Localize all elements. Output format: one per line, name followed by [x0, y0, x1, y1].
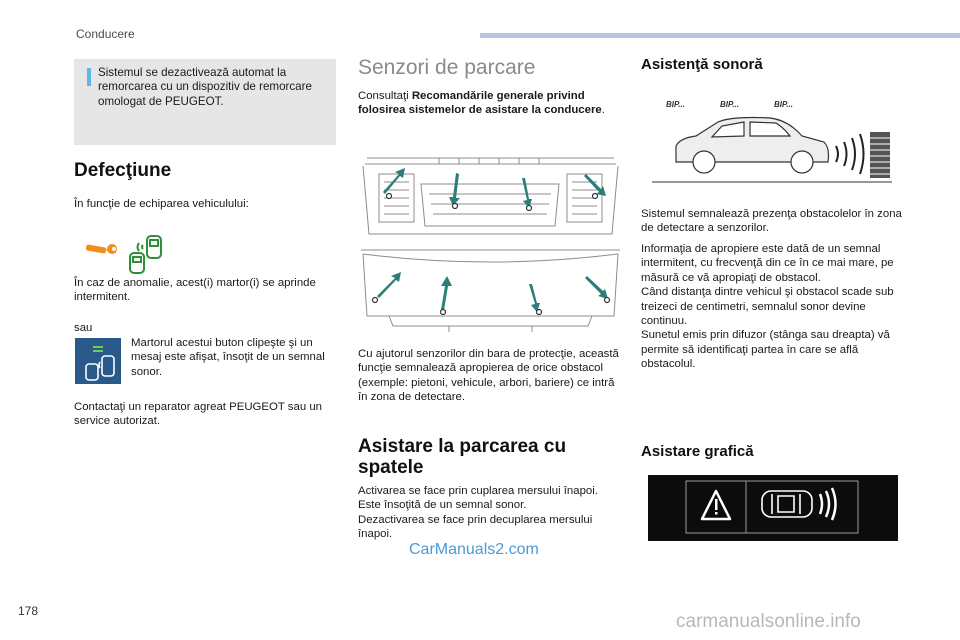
note-text: Sistemul se dezactivează automat la remorcarea cu un dispozitiv de remorcare omologat de PEUGEOT.	[98, 66, 312, 108]
header-accent-bar	[480, 33, 960, 38]
senzori-description: Cu ajutorul senzorilor din bara de protecţie, această funcţie semnalează apropierea de orice obstacol (exemple: pietoni, vehicule, arbori, bariere) ce intră în zona de detectare.	[358, 348, 619, 404]
watermark-carmanualsonline[interactable]: carmanualsonline.info	[676, 611, 861, 632]
bip-label: BIP...	[774, 100, 793, 109]
page-number: 178	[18, 604, 39, 618]
consult-prefix: Consultaţi	[358, 90, 412, 102]
sound-assist-illustration	[652, 96, 900, 190]
consult-link-text: Recomandările generale privind folosirea sistemelor de asistare la conducere	[358, 90, 602, 117]
car-top-view-icon	[762, 491, 812, 517]
asistare-spate-p2: Este însoţită de un semnal sonor.	[358, 499, 527, 512]
senzori-consult	[358, 89, 618, 118]
anomaly-text: În caz de anomalie, acest(i) martor(i) se aprinde intermitent.	[74, 277, 316, 304]
asistare-spate-text	[358, 484, 622, 542]
parking-sensors-illustration	[359, 154, 622, 334]
park-sensor-button-icon	[75, 338, 121, 384]
sonora-p2: Informaţia de apropiere este dată de un semnal intermitent, cu frecvenţă din ce în ce mai mare, pe măsură ce vă apropiaţi de obstacol.	[641, 243, 894, 284]
asistare-spate-p1: Activarea se face prin cuplarea mersului înapoi.	[358, 485, 598, 497]
defectiune-intro: În funcţie de echiparea vehiculului:	[74, 198, 249, 210]
sonora-details	[641, 242, 905, 372]
asistare-grafica-heading: Asistare grafică	[641, 443, 754, 460]
wrench-icon	[86, 244, 117, 254]
asistenta-sonora-heading: Asistenţă sonoră	[641, 56, 763, 73]
asistare-spate-p3: Dezactivarea se face prin decuplarea mersului înapoi.	[358, 513, 593, 541]
consult-suffix: .	[601, 104, 605, 117]
graphic-assist-screen	[648, 475, 898, 541]
asistare-spate-heading: Asistare la parcarea cu spatele	[358, 436, 567, 478]
or-text: sau	[74, 322, 93, 334]
bip-label: BIP...	[720, 100, 739, 109]
sonora-p3: Când distanţa dintre vehicul şi obstacol scade sub treizeci de centimetri, semnalul sonor devine continuu.	[641, 286, 894, 328]
park-sensor-button-tile	[75, 338, 121, 384]
graphic-assist-display	[648, 475, 898, 541]
sonora-p4: Sunetul emis prin difuzor (stânga sau dreapta) vă permite să identificaţi partea în care se află obstacolul.	[641, 329, 890, 371]
senzori-heading: Senzori de parcare	[358, 56, 536, 79]
brick-wall-drawing	[870, 132, 890, 178]
contact-text: Contactaţi un reparator agreat PEUGEOT sau un service autorizat.	[74, 401, 322, 428]
fault-warning-icons	[86, 233, 164, 275]
button-text: Martorul acestui buton clipeşte şi un mesaj este afişat, însoţit de un semnal sonor.	[131, 337, 325, 378]
bip-label: BIP...	[666, 100, 685, 109]
park-sensor-fault-icon	[130, 236, 161, 273]
note-marker	[87, 68, 91, 86]
proximity-arcs	[820, 488, 836, 520]
warning-triangle-icon	[702, 491, 730, 519]
sonora-p1: Sistemul semnalează prezenţa obstacolelor în zona de detectare a senzorilor.	[641, 208, 902, 235]
defectiune-heading: Defecţiune	[74, 160, 172, 181]
section-title: Conducere	[76, 27, 135, 41]
watermark-carmanuals[interactable]: CarManuals2.com	[409, 541, 539, 558]
